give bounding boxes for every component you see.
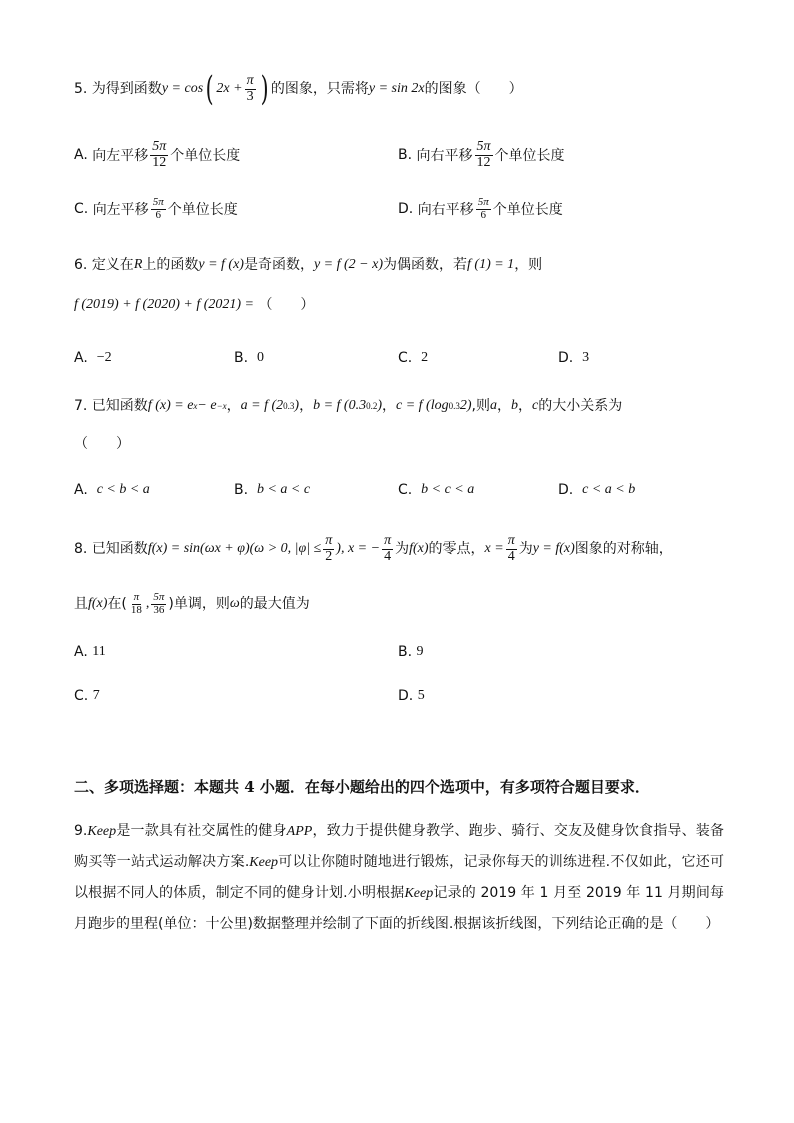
math-expr: f (1) = 1 (467, 257, 515, 272)
denominator: 4 (384, 548, 392, 564)
fraction (475, 140, 493, 170)
stem-text: 是一款具有社交属性的健身 (116, 823, 287, 839)
math-expr: f(x) = sin(ωx + φ)(ω > 0, |φ| ≤ (147, 541, 322, 557)
math-expr: y = f (x) (198, 257, 244, 272)
denominator: 6 (155, 208, 161, 221)
option-label: D. (398, 201, 414, 218)
brand-name: Keep (404, 886, 434, 901)
numerator: 5π (477, 196, 489, 208)
stem-text: ， (496, 398, 511, 414)
stem-text: 为 (395, 541, 410, 558)
option-label: A. (74, 482, 88, 498)
denominator: 3 (246, 88, 254, 104)
superscript: 0.2 (366, 400, 378, 411)
numerator: π (384, 533, 392, 548)
question-8-stem (74, 534, 673, 564)
option-value: c < b < a (96, 482, 150, 497)
question-9-stem (74, 816, 724, 939)
section-heading: 二、多项选择题：本题共 4 小题．在每小题给出的四个选项中，有多项符合题目要求． (74, 778, 650, 796)
denominator: 2 (325, 548, 333, 564)
question-6-line2 (74, 298, 314, 312)
option-label: B. (398, 644, 413, 660)
math-expr: x = (484, 541, 504, 557)
option-a[interactable] (74, 350, 112, 366)
question-6-stem (74, 258, 542, 272)
option-value: 9 (416, 644, 424, 659)
math-var: b (510, 398, 518, 413)
stem-text: ， (382, 398, 396, 414)
option-value: 7 (92, 688, 100, 703)
stem-text: )单调，则 (168, 596, 230, 613)
option-c[interactable] (74, 688, 100, 704)
option-text: 个单位长度 (170, 148, 241, 165)
stem-text: 的图象（ ） (424, 81, 523, 97)
question-number: 7. (74, 398, 88, 414)
option-label: C. (74, 201, 89, 218)
option-b[interactable] (398, 644, 424, 660)
option-label: B. (398, 147, 413, 164)
option-label: A. (74, 147, 88, 164)
option-text: 个单位长度 (167, 202, 238, 219)
stem-text: ， (517, 398, 532, 414)
option-d[interactable] (398, 197, 563, 221)
brand-name: Keep (249, 855, 279, 870)
superscript: 0.3 (283, 400, 295, 411)
math-expr: f (2019) + f (2020) + f (2021) = (74, 297, 254, 312)
numerator: 5π (476, 139, 491, 154)
math-expr: ), x = − (336, 541, 381, 557)
stem-text: 可以让你随时随地进行锻炼，记录你每天的训练进程.不仅如此，它还可以根据不同人的体质，制定不同的健身计划.小明根据 (74, 854, 725, 901)
question-number: 6. (74, 257, 88, 273)
numerator: 5π (153, 591, 165, 603)
stem-text: ，则 (514, 257, 543, 273)
fraction (129, 592, 144, 616)
fraction (476, 197, 491, 221)
option-b[interactable] (398, 140, 565, 170)
stem-text: （ ） (258, 297, 315, 313)
numerator: π (507, 533, 515, 548)
stem-text: ， (226, 398, 241, 414)
math-expr: y = sin 2x (368, 81, 425, 96)
option-value: 5 (417, 688, 425, 703)
stem-text: 为偶函数，若 (383, 257, 468, 273)
fraction (323, 534, 334, 564)
fraction (150, 140, 168, 170)
option-label: D. (558, 482, 574, 498)
math-expr: c = f (log (396, 398, 449, 413)
option-c[interactable] (74, 197, 238, 221)
option-value: 2 (421, 350, 429, 365)
stem-text: 是奇函数， (243, 257, 314, 273)
denominator: 36 (153, 603, 165, 616)
superscript: −x (216, 400, 227, 411)
stem-text: 为得到函数 (91, 81, 162, 97)
option-value: 11 (92, 644, 106, 659)
option-d[interactable] (558, 350, 589, 366)
option-label: B. (234, 482, 249, 498)
question-number: 8. (74, 541, 88, 558)
stem-text: 的图象，只需将 (270, 81, 369, 97)
option-a[interactable] (74, 140, 240, 170)
numerator: π (325, 533, 333, 548)
math-var: APP (286, 824, 313, 839)
math-expr: y = f(x) (532, 541, 575, 557)
option-d[interactable] (398, 688, 425, 704)
option-value: −2 (96, 350, 112, 365)
option-a[interactable] (74, 644, 106, 660)
option-a[interactable] (74, 482, 150, 498)
math-expr: − e (197, 398, 217, 413)
math-expr: ) (377, 398, 382, 413)
denominator: 12 (476, 154, 491, 170)
stem-text: 上的函数 (142, 257, 199, 273)
math-var: c (531, 398, 539, 413)
numerator: π (133, 591, 140, 603)
stem-text: ，致力于提供健身教学、跑步、骑行、交友及健身饮食指导、装备购买等一站式运动解决方案. (74, 823, 725, 870)
stem-text: （ ） (74, 436, 130, 452)
brand-name: Keep (87, 824, 117, 839)
math-expr: f(x) (409, 541, 429, 557)
subscript: 0.3 (448, 400, 460, 411)
question-number: 9. (74, 823, 88, 839)
option-text: 个单位长度 (494, 148, 565, 165)
stem-text: ， (299, 398, 314, 414)
superscript: x (193, 400, 198, 411)
numerator: π (246, 72, 254, 88)
option-value: 0 (256, 350, 264, 365)
stem-text: 记录的 2019 年 1 月至 2019 年 11 月期间每月跑步的里程(单位：十公里)数据整理并绘制了下面的折线图.根据该折线图，下列结论正确的是（ ） (74, 885, 724, 932)
option-value: b < c < a (421, 482, 475, 497)
denominator: 12 (152, 154, 167, 170)
option-label: C. (398, 350, 413, 366)
option-label: D. (558, 350, 574, 366)
stem-text: 定义在 (91, 257, 134, 273)
stem-text: 已知函数 (91, 541, 148, 558)
fraction (151, 197, 166, 221)
option-value: c < a < b (582, 482, 636, 497)
numerator: 5π (152, 139, 167, 154)
stem-text: 的零点， (428, 541, 485, 558)
fraction (506, 534, 517, 564)
stem-text: ,则 (471, 398, 490, 414)
option-label: D. (398, 688, 414, 704)
math-var: a (489, 398, 497, 413)
numerator: 5π (152, 196, 164, 208)
option-text: 向右平移 (417, 202, 474, 219)
question-8-line2 (74, 592, 310, 616)
stem-text: 图象的对称轴， (574, 541, 673, 558)
question-7-line2 (74, 437, 130, 451)
stem-text: 的最大值为 (239, 596, 310, 613)
denominator: 18 (130, 603, 142, 616)
math-expr: y = cos (161, 81, 204, 96)
option-text: 向左平移 (92, 148, 149, 165)
question-7-stem (74, 399, 622, 413)
option-b[interactable] (234, 350, 264, 366)
left-paren: ( (205, 69, 214, 109)
fraction (382, 534, 393, 564)
math-var: ω (229, 596, 240, 612)
option-text: 向右平移 (416, 148, 473, 165)
option-b[interactable] (234, 482, 310, 498)
option-c[interactable] (398, 482, 474, 498)
question-5-stem (74, 69, 523, 109)
math-expr: R (133, 257, 143, 272)
math-expr: , (145, 596, 150, 612)
option-label: A. (74, 644, 88, 660)
question-number: 5. (74, 81, 88, 97)
math-expr: y = f (2 − x) (313, 257, 384, 272)
option-text: 向左平移 (92, 202, 149, 219)
right-paren: ) (260, 69, 269, 109)
stem-text: 在( (107, 596, 127, 613)
denominator: 6 (480, 208, 486, 221)
math-expr: a = f (2 (240, 398, 284, 413)
math-expr: b = f (0.3 (313, 398, 367, 413)
fraction (245, 74, 256, 104)
stem-text: 已知函数 (91, 398, 148, 414)
stem-text: 且 (74, 596, 88, 613)
option-label: C. (74, 688, 89, 704)
option-value: 3 (582, 350, 590, 365)
option-label: C. (398, 482, 413, 498)
math-expr: f(x) (88, 596, 108, 612)
fraction (151, 592, 166, 616)
stem-text: 为 (518, 541, 533, 558)
option-label: A. (74, 350, 88, 366)
option-d[interactable] (558, 482, 635, 498)
math-expr: 2) (459, 398, 472, 413)
math-expr: 2x + (216, 81, 243, 96)
option-text: 个单位长度 (492, 202, 563, 219)
stem-text: 的大小关系为 (538, 398, 623, 414)
denominator: 4 (507, 548, 515, 564)
math-expr: ) (294, 398, 300, 413)
math-expr: f (x) = e (147, 398, 194, 413)
option-c[interactable] (398, 350, 428, 366)
option-value: b < a < c (256, 482, 311, 497)
option-label: B. (234, 350, 249, 366)
